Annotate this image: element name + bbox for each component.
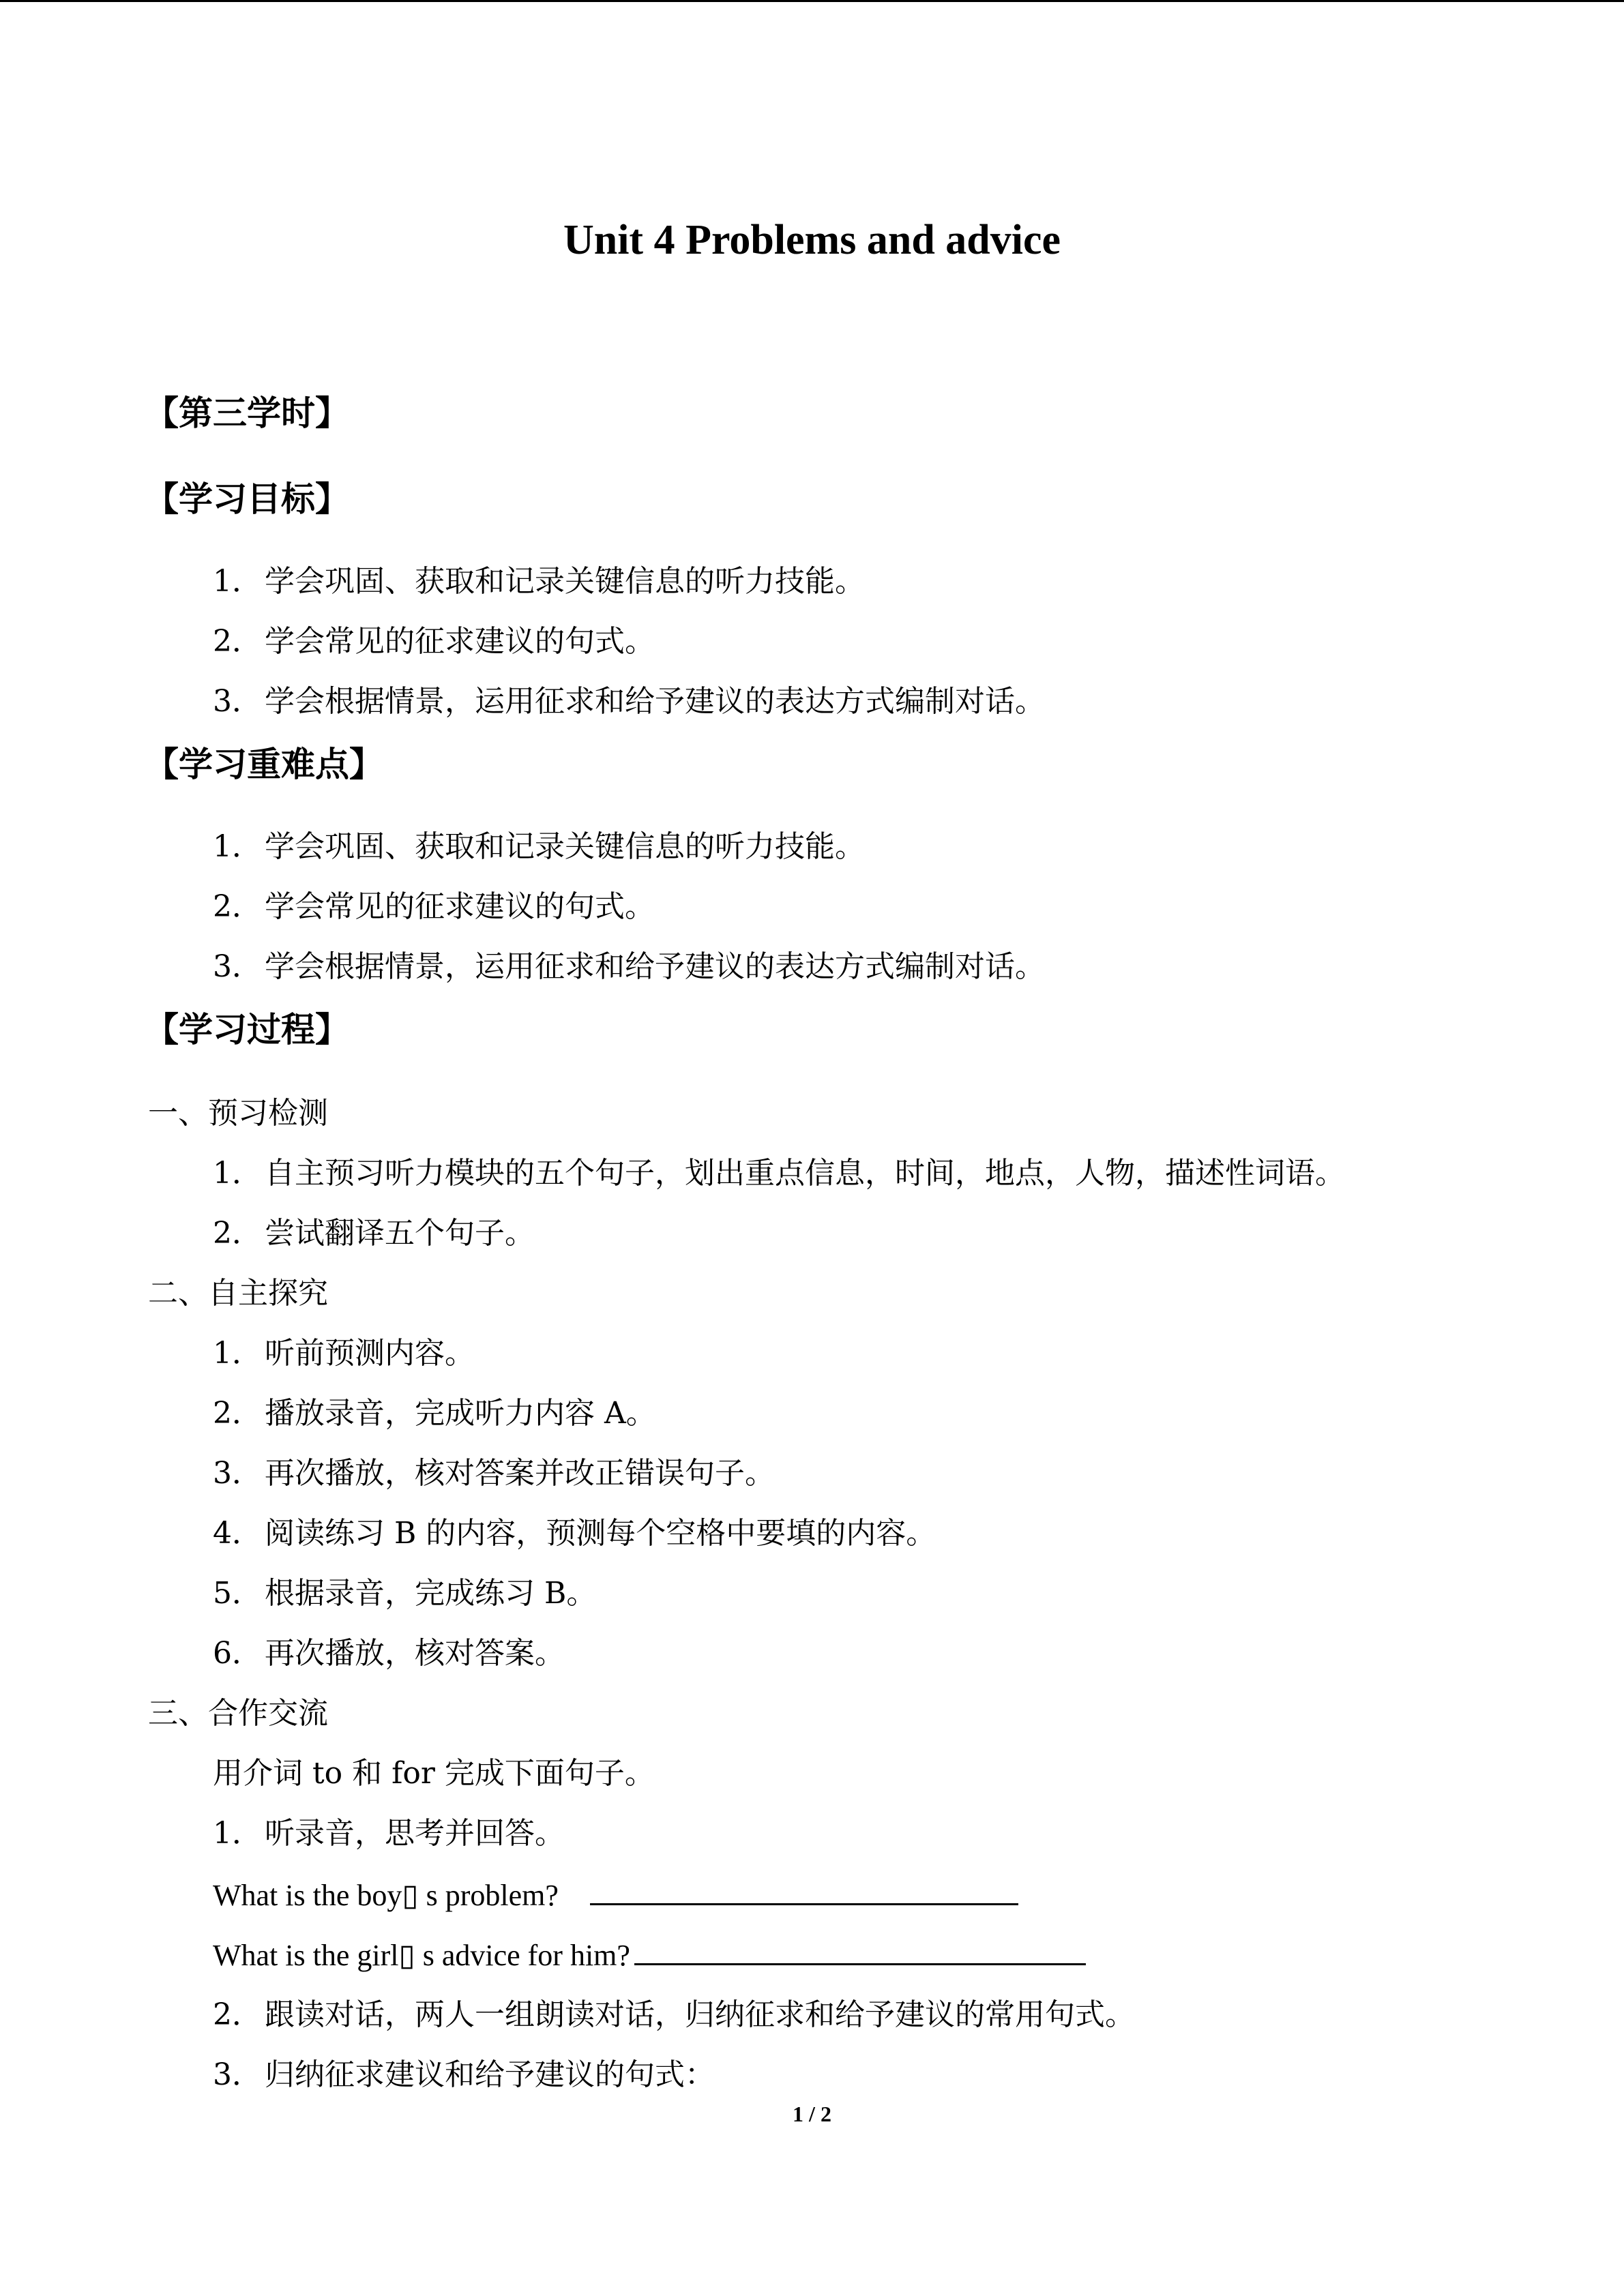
item-number: 1． [213, 564, 262, 599]
item-text: 阅读练习 B 的内容，预测每个空格中要填的内容。 [265, 1516, 936, 1551]
question-line [213, 1935, 1086, 1976]
item-number: 2． [213, 1997, 262, 2032]
part2-heading: 二、自主探究 [148, 1276, 328, 1311]
item-number: 5． [213, 1576, 262, 1611]
part3-heading: 三、合作交流 [148, 1696, 328, 1731]
key-point-item [213, 886, 655, 927]
objective-item [213, 621, 655, 662]
item-text: 跟读对话，两人一组朗读对话，归纳征求和给予建议的常用句式。 [265, 1997, 1135, 2032]
part3-item [213, 1995, 1135, 2036]
part2-item [213, 1453, 775, 1494]
item-number: 1． [213, 829, 262, 864]
answer-blank[interactable] [590, 1903, 1018, 1905]
item-number: 1． [213, 1816, 262, 1851]
item-text: 听录音，思考并回答。 [265, 1816, 565, 1851]
item-number: 1． [213, 1156, 262, 1191]
document-title: Unit 4 Problems and advice [563, 217, 1061, 263]
item-text: 再次播放，核对答案并改正错误句子。 [265, 1456, 775, 1491]
item-number: 3． [213, 1456, 262, 1491]
question-text: What is the boy▯ s problem? [213, 1879, 559, 1912]
question-text: What is the girl▯ s advice for him? [213, 1939, 630, 1972]
item-text: 尝试翻译五个句子。 [265, 1216, 535, 1251]
period-heading: 【第三学时】 [145, 393, 349, 433]
item-text: 学会巩固、获取和记录关键信息的听力技能。 [265, 829, 865, 864]
item-number: 6． [213, 1636, 262, 1671]
item-number: 1． [213, 1336, 262, 1371]
item-number: 2． [213, 624, 262, 659]
item-text: 播放录音，完成听力内容 A。 [265, 1396, 656, 1431]
part1-item [213, 1213, 535, 1254]
item-number: 3． [213, 684, 262, 719]
item-text: 听前预测内容。 [265, 1336, 475, 1371]
key-points-heading: 【学习重难点】 [145, 745, 383, 784]
item-number: 2． [213, 889, 262, 924]
part2-item [213, 1393, 656, 1434]
objectives-heading: 【学习目标】 [145, 479, 349, 519]
item-text: 学会巩固、获取和记录关键信息的听力技能。 [265, 564, 865, 599]
key-point-item [213, 946, 1045, 987]
part1-item [213, 1153, 1345, 1194]
item-number: 4． [213, 1516, 262, 1551]
item-text: 归纳征求建议和给予建议的句式： [265, 2057, 715, 2092]
question-line [213, 1875, 1018, 1916]
item-text: 学会常见的征求建议的句式。 [265, 889, 655, 924]
objective-item [213, 681, 1045, 722]
process-heading: 【学习过程】 [145, 1010, 349, 1049]
page-number: 1 / 2 [793, 2102, 831, 2126]
item-number: 3． [213, 949, 262, 984]
part3-intro: 用介词 to 和 for 完成下面句子。 [213, 1756, 655, 1791]
part2-item [213, 1573, 596, 1614]
part3-item [213, 2055, 715, 2096]
part3-item [213, 1813, 565, 1854]
item-text: 学会根据情景，运用征求和给予建议的表达方式编制对话。 [265, 684, 1045, 719]
answer-blank[interactable] [634, 1963, 1086, 1965]
item-text: 学会根据情景，运用征求和给予建议的表达方式编制对话。 [265, 949, 1045, 984]
objective-item [213, 561, 865, 602]
part1-heading: 一、预习检测 [148, 1096, 328, 1131]
item-text: 学会常见的征求建议的句式。 [265, 624, 655, 659]
item-number: 3． [213, 2057, 262, 2092]
item-number: 2． [213, 1396, 262, 1431]
item-text: 根据录音，完成练习 B。 [265, 1576, 597, 1611]
item-number: 2． [213, 1216, 262, 1251]
item-text: 再次播放，核对答案。 [265, 1636, 565, 1671]
part2-item [213, 1513, 936, 1554]
item-text: 自主预习听力模块的五个句子，划出重点信息，时间，地点，人物，描述性词语。 [265, 1156, 1345, 1191]
key-point-item [213, 826, 865, 867]
part2-item [213, 1333, 475, 1374]
part2-item [213, 1633, 565, 1674]
top-border-line [0, 0, 1624, 2]
